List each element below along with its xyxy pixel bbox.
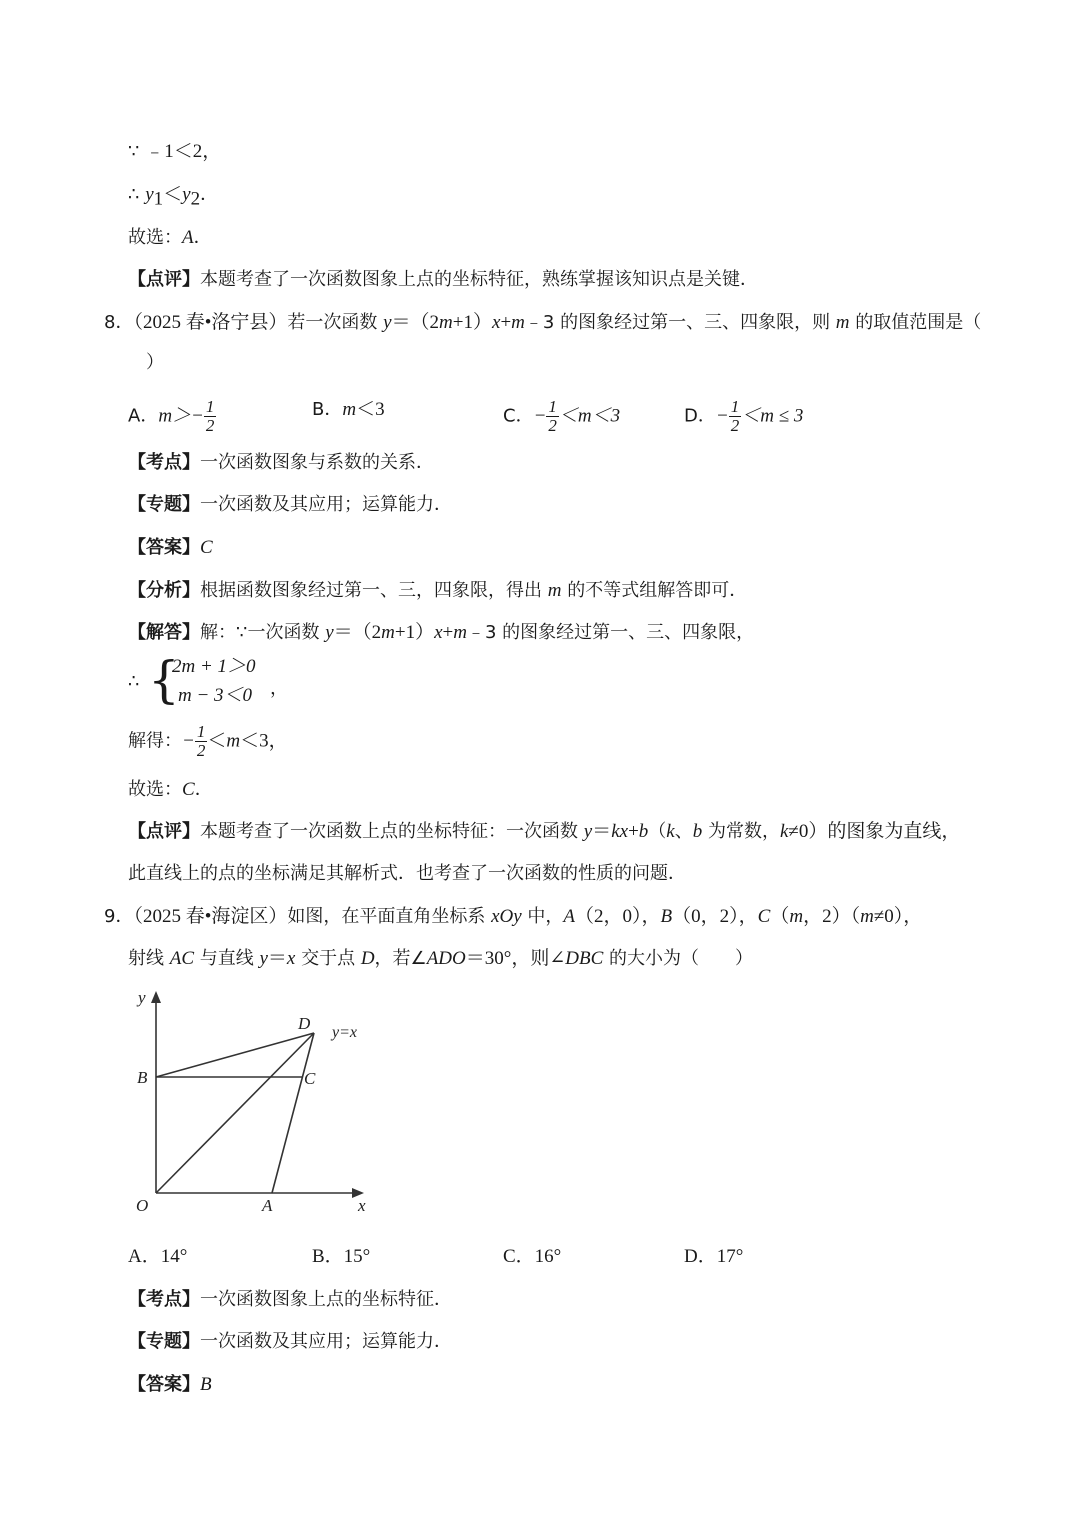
var-m: m [547,580,562,601]
option-expr: ＜3 [356,399,385,420]
label-b: B [137,1068,148,1087]
less-than: ＜ [163,184,183,205]
q8-stem-f: 的取值范围是（ [849,312,982,333]
q9-stem-d: （0，2）， [672,906,758,927]
q8-zhuanti [128,493,452,517]
var-m: m [789,906,804,927]
ray-ac: AC [169,948,195,969]
option-expr: ＜m＜3 [558,405,621,427]
q8-analysis [128,579,747,603]
q9-stem-line2 [128,947,753,971]
var-k: k [779,821,789,842]
system-row-1: 2m + 1＞0 [172,656,256,677]
q9-stem-a: 如图，在平面直角坐标系 [287,906,492,927]
var-x: x [434,622,443,643]
q9-stem-c: （2，0）， [575,906,661,927]
point-d: D [360,948,375,969]
var-y: y [325,622,334,643]
option-label: A． [128,405,159,427]
analysis-b: 的不等式组解答即可． [561,580,748,601]
result-label: 解得： [128,730,182,752]
q8-stem-d: + [500,312,512,333]
comment-f: 为常数， [702,821,780,842]
q9-stem-b: 中， [521,906,564,927]
numerator: 1 [205,397,215,416]
q9-number: 9． [104,906,134,927]
l2-e: ，若∠ [374,948,427,969]
because-symbol: ∵ [128,141,140,162]
result-rest: ＜3， [240,730,288,752]
option-label: B． [312,399,343,420]
sub-1: 1 [153,188,164,210]
comment-tag: 【点评】 [128,269,200,290]
comment-g: ≠0）的图象为直线， [788,821,961,842]
choice-answer: A [182,227,194,248]
var-m: m [511,312,525,333]
var-b: b [638,821,649,842]
y-arrow-icon [151,991,161,1003]
numerator: 1 [196,722,206,741]
fraction [546,398,559,435]
q9-option-c[interactable]: C．16° [503,1246,562,1267]
q9-stem-e: （ [770,906,790,927]
answer-text: C [200,537,213,558]
period: ． [200,184,219,205]
kaodian-text: 一次函数图象与系数的关系． [200,452,434,473]
var-y: y [383,312,392,333]
option-expr: m＞− [158,405,204,427]
kaodian-text: 一次函数图象上点的坐标特征． [200,1289,452,1310]
q9-option-d[interactable]: D．17° [684,1246,744,1267]
option-label: C． [503,405,534,427]
coordinate-figure [128,985,388,1220]
numerator: 1 [730,397,740,416]
segment-bd [156,1033,314,1077]
var-m: m [226,730,241,752]
l2-g: 的大小为（ ） [603,948,754,969]
q8-kaodian [128,451,434,475]
var-y2: y [182,184,191,205]
solution-c: +1） [394,622,435,643]
prev-choice-line [128,226,212,250]
answer-text: B [200,1374,212,1395]
label-d: D [298,1014,311,1033]
q8-stem-c: +1） [452,312,492,333]
var-m: m [453,622,467,643]
point-c: C [757,906,771,927]
numerator: 1 [548,397,557,416]
because-line [128,140,221,164]
var-m: m [342,399,357,420]
l2-f: ＝30°，则∠ [465,948,566,969]
l2-b: 与直线 [194,948,260,969]
zhuanti-tag: 【专题】 [128,494,200,515]
denominator: 2 [548,416,557,435]
choice-answer: C [182,779,195,800]
label-a: A [262,1196,273,1215]
point-b: B [660,906,673,927]
ray-ac [272,1033,314,1193]
analysis-a: 根据函数图象经过第一、三，四象限，得出 [200,580,548,601]
q9-kaodian [128,1288,452,1312]
kaodian-tag: 【考点】 [128,1289,200,1310]
angle-dbc: DBC [565,948,604,969]
q9-stem-g: ≠0）， [873,906,923,927]
choice-label: 故选： [128,227,182,248]
sub-2: 2 [190,188,201,210]
option-expr: ＜m ≤ 3 [741,405,804,427]
answer-tag: 【答案】 [128,1374,200,1395]
comment-tag: 【点评】 [128,821,200,842]
comment-a: 本题考查了一次函数上点的坐标特征：一次函数 [200,821,584,842]
q8-answer [128,536,213,560]
choice-label: 故选： [128,779,182,800]
var-kx: kx [611,821,629,842]
solution-tag: 【解答】 [128,622,200,643]
l2-d: 交于点 [295,948,361,969]
comment-d: （ [648,821,667,842]
var-x: x [492,312,501,333]
point-a: A [563,906,576,927]
zhuanti-text: 一次函数及其应用；运算能力． [200,1331,452,1352]
comment-b: ＝ [592,821,612,842]
q8-number: 8． [104,312,134,333]
label-o: O [136,1196,149,1215]
q9-stem-f: ，2）（ [803,906,861,927]
minus: − [715,405,729,427]
q8-stem-close: ） [146,352,164,373]
comment-e: 、 [674,821,693,842]
option-label: D． [684,405,716,427]
q8-option-c[interactable] [503,398,620,435]
var-y1: y [145,184,154,205]
q9-option-a[interactable]: A．14° [128,1246,188,1267]
q8-option-a[interactable] [128,398,216,435]
var-m: m [439,312,453,333]
zhuanti-tag: 【专题】 [128,1331,200,1352]
solution-a: 解：∵一次函数 [200,622,326,643]
equals: ＝ [267,948,287,969]
var-y: y [259,948,268,969]
q8-stem [104,311,981,335]
solution-e: ﹣3 的图象经过第一、三、四象限， [466,622,755,643]
label-y-equals-x: y=x [332,1024,357,1041]
solution-d: + [442,622,454,643]
less-than: ＜ [207,730,227,752]
var-k: k [666,821,675,842]
zhuanti-text: 一次函数及其应用；运算能力． [200,494,452,515]
q8-comment [128,820,960,844]
q8-stem-b: ＝（2 [391,312,440,333]
therefore-symbol: ∴ [128,671,140,692]
kaodian-tag: 【考点】 [128,452,200,473]
q8-solution [128,621,754,645]
var-y: y [583,821,593,842]
denominator: 2 [730,416,740,435]
var-b: b [692,821,703,842]
var-m: m [381,622,395,643]
left-brace-icon: { [148,651,180,709]
q8-option-d[interactable] [684,398,803,435]
prev-comment-line [128,268,758,292]
var-x: x [286,948,296,969]
var-xoy: xOy [491,906,522,927]
comment-c: + [628,821,639,842]
axis-y-label: y [138,988,146,1007]
system-row-2: m − 3＜0 [178,685,253,706]
axis-x-label: x [358,1196,366,1215]
analysis-tag: 【分析】 [128,580,200,601]
label-c: C [304,1069,316,1088]
q9-option-b[interactable]: B．15° [312,1246,371,1267]
q9-zhuanti [128,1330,452,1354]
period: ． [194,779,213,800]
fraction [204,398,217,435]
denominator: 2 [196,741,206,760]
q8-result [128,723,288,760]
period: ． [193,227,212,248]
minus: − [533,405,547,427]
comma: ， [270,678,288,699]
therefore-line [128,183,218,212]
q9-source: （2025 春•海淀区） [133,906,288,927]
q8-source: （2025 春•洛宁县） [133,312,288,333]
line-y-equals-x [156,1033,314,1193]
angle-ado: ADO [426,948,466,969]
answer-tag: 【答案】 [128,537,200,558]
l2-a: 射线 [128,948,170,969]
q8-choice-line [128,778,213,802]
q8-option-b[interactable] [312,398,385,422]
var-m: m [860,906,874,927]
q8-comment-line2: 此直线上的点的坐标满足其解析式．也考查了一次函数的性质的问题． [128,863,686,884]
minus: − [182,730,195,752]
fraction [729,398,742,435]
therefore-symbol: ∴ [128,184,140,205]
denominator: 2 [205,416,215,435]
comment-text: 本题考查了一次函数图象上点的坐标特征，熟练掌握该知识点是关键． [200,269,758,290]
q8-stem-a: 若一次函数 [287,312,384,333]
solution-b: ＝（2 [333,622,382,643]
q9-answer [128,1373,212,1397]
inequality-text: ﹣1＜2， [145,141,222,162]
q9-stem [104,905,922,929]
q8-stem-e: ﹣3 的图象经过第一、三、四象限，则 [524,312,836,333]
var-m: m [835,312,850,333]
fraction [195,723,208,760]
